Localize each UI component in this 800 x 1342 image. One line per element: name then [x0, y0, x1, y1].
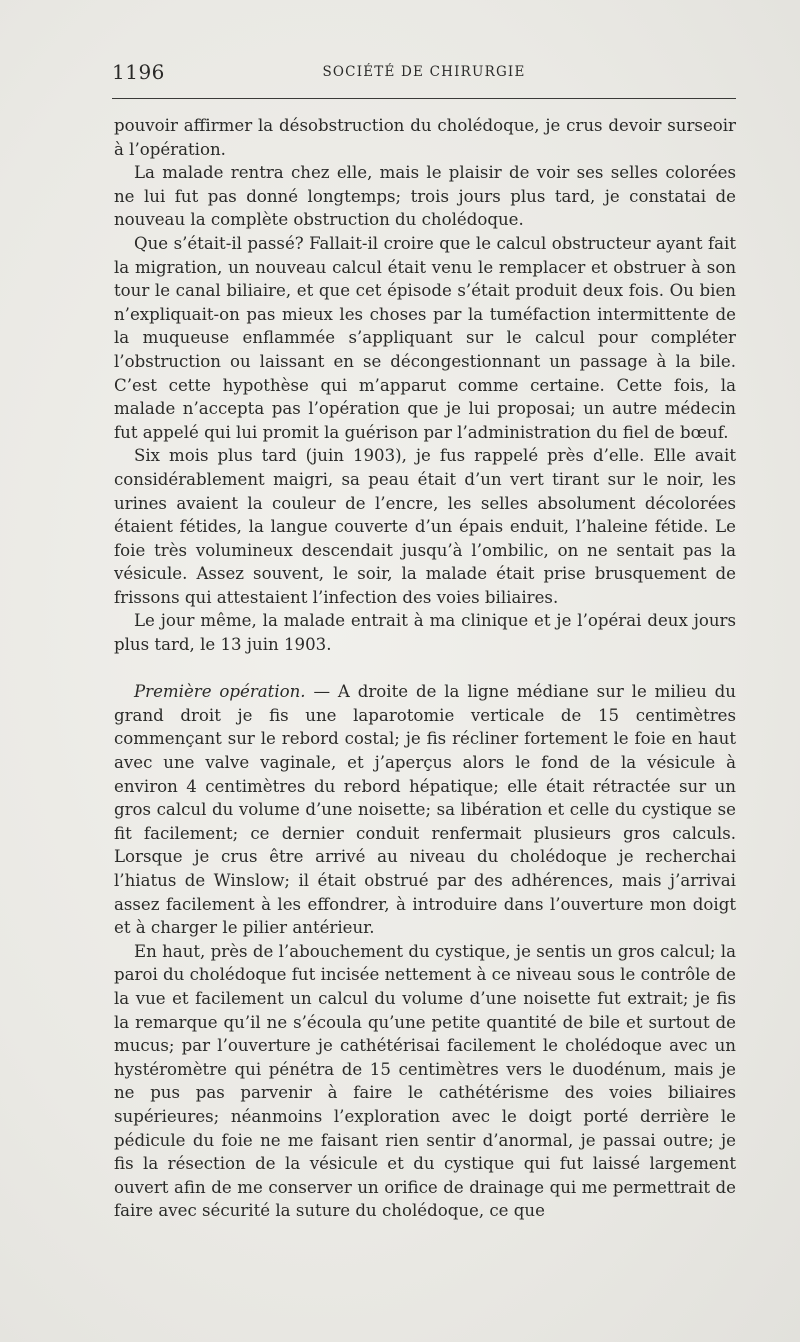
paragraph: En haut, près de l’abouchement du cystique, je sentis un gros calcul; la paroi du cholédoque fut incisée nettement à ce niveau sous le contrôle de la vue et facilement un calcul du volume d’une noisette fut extrait; je fis la remarque qu’il ne s’écoula qu’une petite quantité de bile et surtout de mucus; par l’ouverture je cathétérisai facilement le cholédoque avec un hystéromètre qui pénétra de 15 centimètres vers le duodénum, mais je ne pus pas parvenir à faire le cathétérisme des voies biliaires supérieures; néanmoins l’exploration avec le doigt porté derrière le pédicule du foie ne me faisant rien sentir d’anormal, je passai outre; je fis la résection de la vésicule et du cystique qui fut laissé largement ouvert afin de me conserver un orifice de drainage qui me permettrait de faire avec sécurité la suture du cholédoque, ce que [114, 941, 736, 1221]
paragraph: Six mois plus tard (juin 1903), je fus rappelé près d’elle. Elle avait considérablement maigri, sa peau était d’un vert tirant sur le noir, les urines avaient la couleur de l’encre, les selles absolument décolorées étaient fétides, la langue couverte d’un épais enduit, l’haleine fétide. Le foie très volumineux descendait jusqu’à l’ombilic, on ne sentait pas la vésicule. Assez souvent, le soir, la malade était prise brusquement de frissons qui attestaient l’infection des voies biliaires. [114, 446, 736, 607]
page-header [112, 60, 736, 90]
paragraph: Le jour même, la malade entrait à ma clinique et je l’opérai deux jours plus tard, le 13 juin 1903. [114, 611, 736, 655]
header-rule [112, 98, 736, 99]
section-dash: — [305, 682, 338, 702]
paragraph: Que s’était-il passé? Fallait-il croire que le calcul obstructeur ayant fait la migration, un nouveau calcul était venu le remplacer et obstruer à son tour le canal biliaire, et que cet épisode s’était produit deux fois. Ou bien n’expliquait-on pas mieux les choses par la tuméfaction intermittente de la muqueuse enflammée s’appliquant sur le calcul pour compléter l’obstruction ou laissant en se décongestionnant un passage à la bile. C’est cette hypothèse qui m’apparut comme certaine. Cette fois, la malade n’accepta pas l’opération que je lui proposai; un autre médecin fut appelé qui lui promit la guérison par l’administration du fiel de bœuf. [114, 233, 736, 442]
paragraph: pouvoir affirmer la désobstruction du cholédoque, je crus devoir surseoir à l’opération. [114, 116, 736, 159]
section-text: A droite de la ligne médiane sur le milieu du grand droit je fis une laparotomie verticale de 15 centimètres commençant sur le rebord costal; je fis récliner fortement le foie en haut avec une valve vaginale, et j’aperçus alors le fond de la vésicule à environ 4 centimètres du rebord hépatique; elle était rétractée sur un gros calcul du volume d’une noisette; sa libération et celle du cystique se fit facilement; ce dernier conduit renfermait plusieurs gros calculs. Lorsque je crus être arrivé au niveau du cholédoque je recherchai l’hiatus de Winslow; il était obstrué par des adhérences, mais j’arrivai assez facilement à les effondrer, à introduire dans l’ouverture mon doigt et à charger le pilier antérieur. [114, 682, 736, 938]
paragraph: La malade rentra chez elle, mais le plaisir de voir ses selles colorées ne lui fut pas donné longtemps; trois jours plus tard, je constatai de nouveau la complète obstruction du cholédoque. [114, 163, 736, 230]
running-head: SOCIÉTÉ DE CHIRURGIE [322, 64, 526, 80]
body-text [114, 114, 736, 1223]
page-number: 1196 [112, 60, 165, 84]
section-heading: Première opération. [134, 682, 306, 702]
section-paragraph [114, 680, 736, 940]
